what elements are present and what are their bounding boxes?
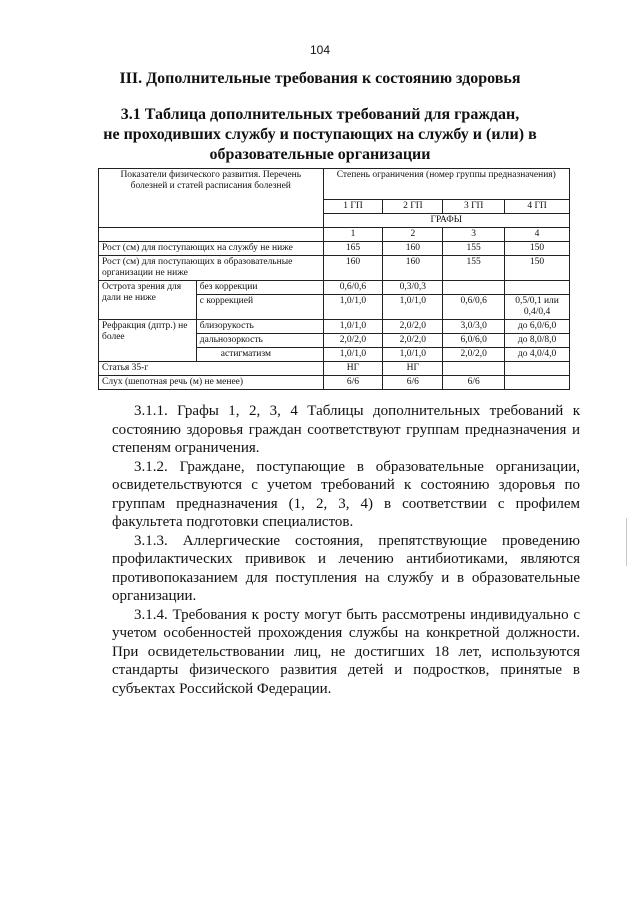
grafy-label: ГРАФЫ [323,214,569,228]
section-heading: III. Дополнительные требования к состоянию здоровья [119,70,521,87]
cell-value: до 4,0/4,0 [505,348,570,362]
cell-value: до 6,0/6,0 [505,320,570,334]
row-label: с коррекцией [196,295,323,320]
row-label: Слух (шепотная речь (м) не менее) [99,376,324,390]
cell-value: 0,3/0,3 [383,281,443,295]
paragraph-3-1-3: 3.1.3. Аллергические состояния, препятствующие проведению профилактических прививок и лечению антибиотиками, являются противопоказанием для поступления на службу и в образовательные организации. [112,532,580,604]
group-2-header: 2 ГП [383,200,443,214]
cell-value: 0,6/0,6 [323,281,383,295]
row-label: астигматизм [196,348,323,362]
table-header-row [99,169,570,200]
cell-value: 2,0/2,0 [383,320,443,334]
graf-4-number: 4 [505,228,570,242]
header-indicators: Показатели физического развития. Перечень болезней и статей расписания болезней [99,169,324,228]
cell-value [505,362,570,376]
body-text [112,402,580,698]
cell-value: 3,0/3,0 [443,320,505,334]
table-title-line-2: не проходивших службу и поступающих на службу и (или) в [103,126,537,143]
graf-2-number: 2 [383,228,443,242]
paragraph-3-1-1: 3.1.1. Графы 1, 2, 3, 4 Таблицы дополнительных требований к состоянию здоровья граждан соответствуют группам предназначения и степеням ограничения. [112,403,580,456]
row-label: близорукость [196,320,323,334]
cell-value: 165 [323,242,383,256]
row-label: дальнозоркость [196,334,323,348]
cell-value [505,281,570,295]
row-label: Рост (см) для поступающих в образовательные организации не ниже [99,256,324,281]
numbers-row-empty [99,228,324,242]
header-restriction: Степень ограничения (номер группы предназначения) [323,169,569,200]
group-3-header: 3 ГП [443,200,505,214]
cell-value: НГ [323,362,383,376]
cell-value: 150 [505,242,570,256]
cell-value: 160 [323,256,383,281]
cell-value: 2,0/2,0 [323,334,383,348]
cell-value: 6/6 [383,376,443,390]
table-row [99,242,570,256]
cell-value: 6/6 [443,376,505,390]
table-row [99,320,570,334]
cell-value: 160 [383,256,443,281]
group-1-header: 1 ГП [323,200,383,214]
cell-value: 150 [505,256,570,281]
cell-value: 1,0/1,0 [383,295,443,320]
cell-value: НГ [383,362,443,376]
refraction-group-label: Рефракция (дптр.) не более [99,320,197,362]
cell-value: 1,0/1,0 [323,348,383,362]
cell-value: 1,0/1,0 [323,295,383,320]
table-row [99,256,570,281]
page-number: 104 [309,43,331,57]
cell-value: 155 [443,256,505,281]
cell-value: 1,0/1,0 [383,348,443,362]
cell-value: 2,0/2,0 [443,348,505,362]
cell-value: до 8,0/8,0 [505,334,570,348]
table-row [99,362,570,376]
paragraph-3-1-4: 3.1.4. Требования к росту могут быть рассмотрены индивидуально с учетом особенностей прохождения службы на конкретной должности. При освидетельствовании лиц, не достигших 18 лет, используются стандарты физического развития детей и подростков, принятые в субъектах Российской Федерации. [112,606,580,697]
row-label: Статья 35-г [99,362,324,376]
table-title-line-1: 3.1 Таблица дополнительных требований для граждан, [120,106,520,123]
group-4-header: 4 ГП [505,200,570,214]
cell-value: 155 [443,242,505,256]
cell-value: 1,0/1,0 [323,320,383,334]
cell-value [505,376,570,390]
table-row [99,281,570,295]
cell-value: 6/6 [323,376,383,390]
cell-value: 0,6/0,6 [443,295,505,320]
table-title [40,105,600,165]
cell-value: 2,0/2,0 [383,334,443,348]
graf-3-number: 3 [443,228,505,242]
row-label: Рост (см) для поступающих на службу не ниже [99,242,324,256]
table-numbers-row [99,228,570,242]
cell-value: 160 [383,242,443,256]
cell-value [443,362,505,376]
row-label: без коррекции [196,281,323,295]
acuity-group-label: Острота зрения для дали не ниже [99,281,197,320]
graf-1-number: 1 [323,228,383,242]
cell-value [443,281,505,295]
paragraph-3-1-2: 3.1.2. Граждане, поступающие в образовательные организации, освидетельствуются с учетом требований к состоянию здоровья по группам предназначения (1, 2, 3, 4) в соответствии с профилем факультета подготовки специалистов. [112,458,580,530]
table-row [99,376,570,390]
cell-value: 0,5/0,1 или 0,4/0,4 [505,295,570,320]
scan-margin-mark [626,518,633,566]
table-title-line-3: образовательные организации [209,146,431,163]
requirements-table [98,168,570,390]
cell-value: 6,0/6,0 [443,334,505,348]
